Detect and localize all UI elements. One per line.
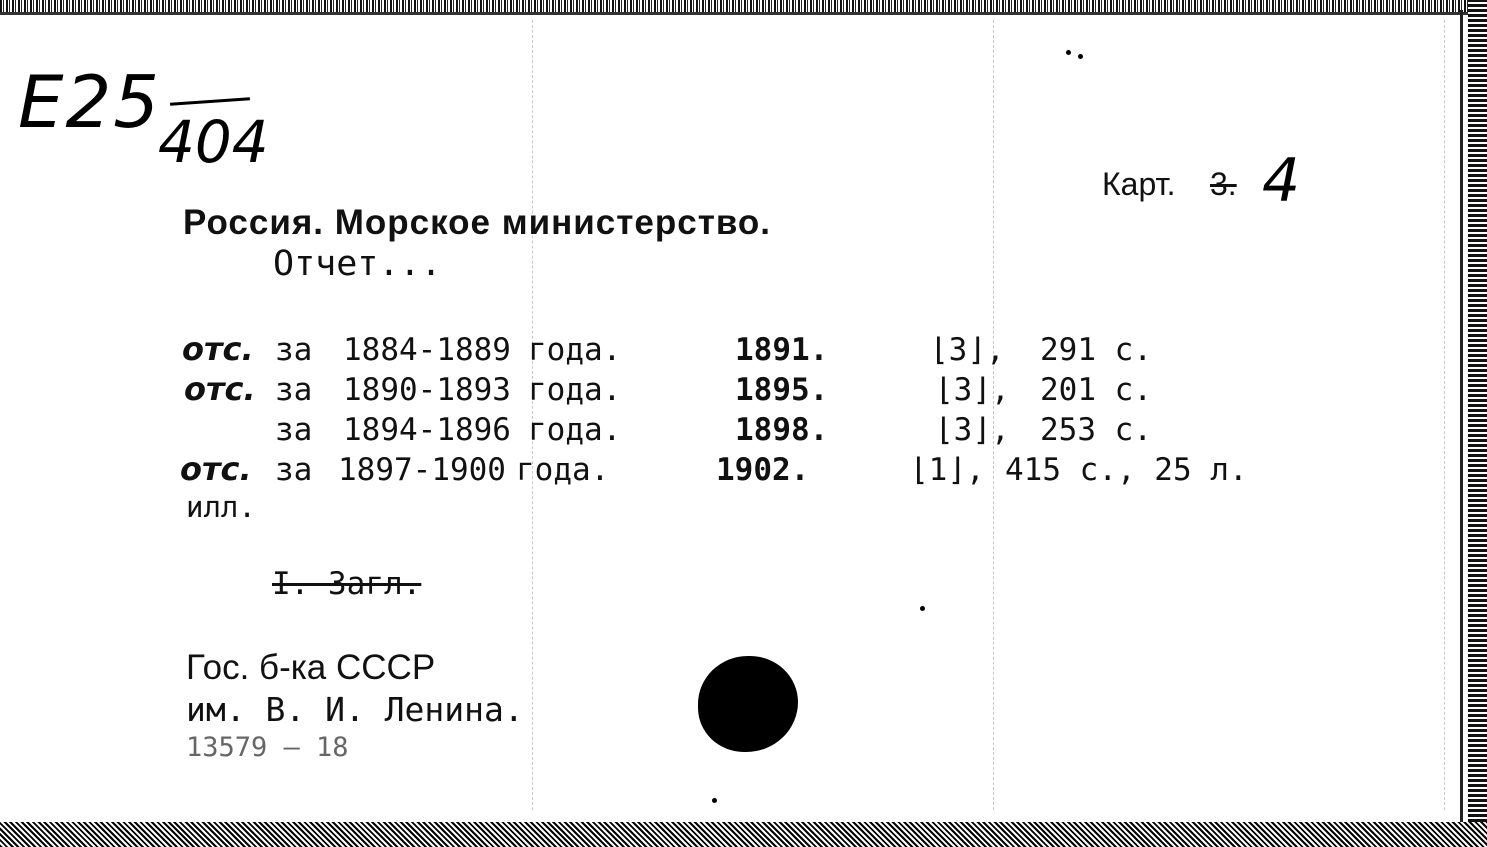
scan-border-right-line <box>1460 10 1463 825</box>
call-number-sub: 404 <box>158 108 269 176</box>
scan-border-right <box>1468 0 1487 847</box>
entry-period: 1897-1900 <box>338 452 506 488</box>
entry-year: 1895. <box>735 372 829 408</box>
entry-word: года. <box>528 372 622 408</box>
entry-issue: ⌊3⌋, <box>930 332 1005 368</box>
entry-pages: 291 с. <box>1040 332 1152 368</box>
entry-period: 1884-1889 <box>343 332 511 368</box>
entry-prefix: за <box>275 412 313 448</box>
holding-mark: отс. <box>184 370 256 408</box>
card-label: Карт. <box>1102 166 1176 202</box>
entry-word: года. <box>528 332 622 368</box>
library-name: Гос. б-ка СССР <box>186 648 436 687</box>
catalog-title: Отчет... <box>273 244 442 284</box>
entry-period: 1894-1896 <box>343 412 511 448</box>
speck <box>920 606 925 611</box>
speck <box>712 798 717 803</box>
entry-pages: 201 с. <box>1040 372 1152 408</box>
entry-word: года. <box>516 452 610 488</box>
illustrations-note: илл. <box>186 490 256 524</box>
holding-mark: отс. <box>180 450 252 488</box>
faint-fold-line <box>1444 20 1446 810</box>
catalog-heading: Россия. Морское министерство. <box>183 203 771 242</box>
entry-word: года. <box>528 412 622 448</box>
scan-border-top <box>0 0 1487 12</box>
punch-hole <box>698 656 798 752</box>
entry-year: 1898. <box>735 412 829 448</box>
holding-mark: отс. <box>182 330 254 368</box>
call-number-rule <box>170 97 250 106</box>
entry-year: 1891. <box>735 332 829 368</box>
scan-border-bottom <box>0 822 1487 847</box>
speck <box>1066 50 1071 55</box>
library-print-code: 13579 — 18 <box>186 732 349 763</box>
card-number: 4 <box>1262 146 1301 216</box>
entry-period: 1890-1893 <box>343 372 511 408</box>
entry-issue: ⌊3⌋, <box>935 372 1010 408</box>
entry-pages: 253 с. <box>1040 412 1152 448</box>
entry-year: 1902. <box>716 452 810 488</box>
entry-pages: 415 с., 25 л. <box>1005 452 1248 488</box>
entry-prefix: за <box>275 372 313 408</box>
entry-prefix: за <box>275 332 313 368</box>
scan-border-top-line <box>0 12 1487 15</box>
entry-issue: ⌊3⌋, <box>935 412 1010 448</box>
speck <box>1078 54 1083 59</box>
entry-prefix: за <box>275 452 313 488</box>
entry-issue: ⌊1⌋, <box>910 452 985 488</box>
card-old-number: 3. <box>1210 166 1237 202</box>
library-dedication: им. В. И. Ленина. <box>186 690 524 729</box>
call-number-main: E25 <box>18 60 162 144</box>
struck-title-note: I. Загл. <box>272 566 422 602</box>
